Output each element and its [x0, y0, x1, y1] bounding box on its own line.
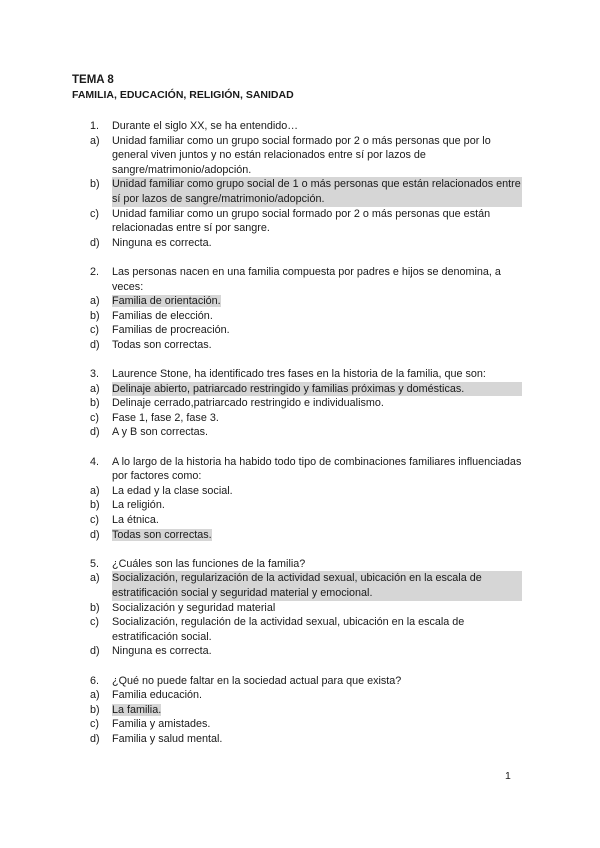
option-letter: a)	[90, 689, 100, 702]
option-text: La edad y la clase social.	[112, 484, 233, 497]
option-letter: a)	[90, 134, 100, 147]
option-text: A y B son correctas.	[112, 426, 209, 439]
option-a	[90, 571, 522, 600]
option-b	[90, 703, 522, 718]
option-letter: b)	[90, 499, 100, 512]
option-letter: d)	[90, 338, 100, 351]
option-a	[90, 134, 522, 178]
option-text: Familias de procreación.	[112, 324, 230, 337]
page-subtitle: FAMILIA, EDUCACIÓN, RELIGIÓN, SANIDAD	[72, 89, 294, 101]
option-c	[90, 717, 522, 732]
option-text: Familia y amistades.	[112, 718, 211, 731]
question-number: 1.	[90, 120, 100, 132]
option-letter: d)	[90, 645, 100, 658]
option-d	[90, 732, 522, 747]
option-text-highlighted: Delinaje abierto, patriarcado restringido y familias próximas y domésticas.	[112, 382, 522, 397]
option-a	[90, 294, 522, 309]
option-letter: d)	[90, 528, 100, 541]
option-letter: c)	[90, 616, 99, 629]
question-stem	[90, 674, 522, 689]
option-letter: c)	[90, 207, 99, 220]
option-c	[90, 207, 522, 236]
option-text: Fase 1, fase 2, fase 3.	[112, 411, 219, 424]
option-letter: c)	[90, 718, 99, 731]
question-3	[90, 367, 522, 440]
question-text: Laurence Stone, ha identificado tres fases en la historia de la familia, que son:	[112, 368, 486, 381]
option-letter: c)	[90, 411, 99, 424]
option-c	[90, 513, 522, 528]
option-letter: b)	[90, 703, 100, 716]
option-letter: a)	[90, 572, 100, 585]
question-text: Las personas nacen en una familia compuesta por padres e hijos se denomina, a veces:	[112, 265, 501, 293]
option-letter: a)	[90, 484, 100, 497]
option-text: Ninguna es correcta.	[112, 645, 212, 658]
option-letter: b)	[90, 397, 100, 410]
option-text: Familia educación.	[112, 689, 203, 702]
option-letter: b)	[90, 309, 100, 322]
page-number: 1	[505, 770, 511, 782]
question-stem	[90, 455, 522, 484]
option-b	[90, 601, 522, 616]
question-text: ¿Cuáles son las funciones de la familia?	[112, 557, 306, 570]
option-b	[90, 498, 522, 513]
option-a	[90, 484, 522, 499]
question-text: A lo largo de la historia ha habido todo tipo de combinaciones familiares influenciadas por factores como:	[112, 455, 522, 483]
question-2	[90, 265, 522, 353]
question-number: 5.	[90, 557, 100, 570]
question-stem	[90, 367, 522, 382]
option-text-highlighted: Todas son correctas.	[112, 528, 212, 541]
page-title: TEMA 8	[72, 74, 114, 86]
question-stem	[90, 265, 522, 294]
option-letter: a)	[90, 382, 100, 395]
option-letter: c)	[90, 324, 99, 337]
option-text: La religión.	[112, 499, 165, 512]
option-text-highlighted: Familia de orientación.	[112, 295, 221, 308]
question-list	[90, 119, 522, 761]
option-c	[90, 323, 522, 338]
option-text: Ninguna es correcta.	[112, 236, 212, 249]
question-number: 6.	[90, 674, 100, 687]
option-text: Unidad familiar como un grupo social formado por 2 o más personas que por lo general viven juntos y no están relacionados entre sí por lazos de sangre/matrimonio/adopción.	[112, 134, 491, 176]
question-text: Durante el siglo XX, se ha entendido…	[112, 120, 299, 132]
question-1	[90, 119, 522, 250]
option-text: Socialización, regulación de la actividad sexual, ubicación en la escala de estratificación social.	[112, 616, 465, 643]
option-letter: d)	[90, 732, 100, 745]
option-text: Familia y salud mental.	[112, 732, 223, 745]
option-letter: d)	[90, 236, 100, 249]
option-b	[90, 396, 522, 411]
option-a	[90, 382, 522, 397]
option-text: La étnica.	[112, 514, 159, 527]
option-b	[90, 309, 522, 324]
option-c	[90, 411, 522, 426]
question-number: 4.	[90, 455, 100, 468]
option-letter: b)	[90, 601, 100, 614]
option-letter: b)	[90, 178, 100, 191]
option-text-highlighted: Socialización, regularización de la actividad sexual, ubicación en la escala de estratificación social y seguridad material y emocional.	[112, 571, 522, 600]
option-d	[90, 425, 522, 440]
question-number: 2.	[90, 265, 100, 278]
header	[72, 72, 294, 102]
question-text: ¿Qué no puede faltar en la sociedad actual para que exista?	[112, 674, 402, 687]
option-text: Familias de elección.	[112, 309, 213, 322]
question-stem	[90, 119, 522, 134]
option-d	[90, 236, 522, 251]
question-stem	[90, 557, 522, 572]
option-text: Todas son correctas.	[112, 338, 212, 351]
question-number: 3.	[90, 368, 100, 381]
question-4	[90, 455, 522, 543]
option-text-highlighted: Unidad familiar como grupo social de 1 o más personas que están relacionados entre sí por lazos de sangre/matrimonio/adopción.	[112, 178, 521, 205]
option-c	[90, 615, 522, 644]
option-text: Socialización y seguridad material	[112, 601, 276, 614]
option-d	[90, 528, 522, 543]
question-5	[90, 557, 522, 659]
question-6	[90, 674, 522, 747]
option-d	[90, 338, 522, 353]
option-b	[90, 177, 522, 206]
option-letter: c)	[90, 514, 99, 527]
option-text: Unidad familiar como un grupo social formado por 2 o más personas que están relacionadas entre sí por sangre.	[112, 207, 491, 235]
option-text-highlighted: La familia.	[112, 703, 162, 716]
option-letter: a)	[90, 295, 100, 308]
option-text: Delinaje cerrado,patriarcado restringido e individualismo.	[112, 397, 384, 410]
option-d	[90, 644, 522, 659]
option-letter: d)	[90, 426, 100, 439]
option-a	[90, 688, 522, 703]
